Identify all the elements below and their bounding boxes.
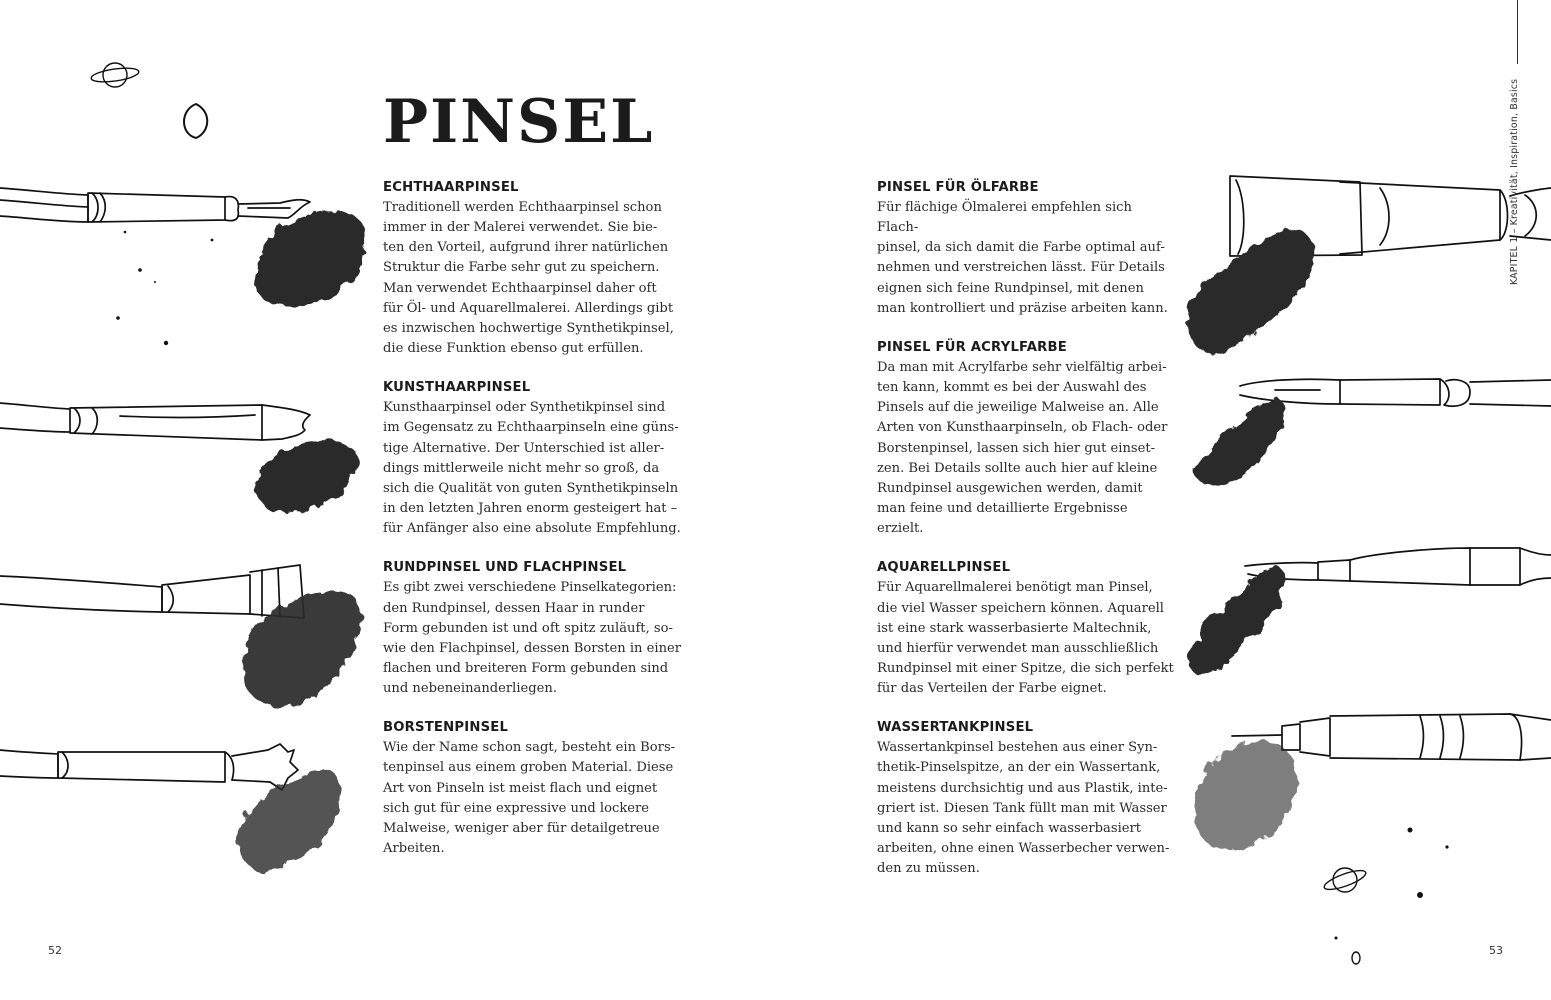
section-pinsel-oelfarbe (877, 178, 1177, 319)
section-body: Da man mit Acrylfarbe sehr vielfältig arbei- ten kann, kommt es bei der Auswahl des Pinsels auf die jeweilige Malweise an. Alle Arten von Kunsthaarpinseln, ob Flach- oder Borstenpinsel, lassen sich hier gut einset- zen. Bei Details sollte auch hier auf kleine Rundpinsel ausgewichen werden, damit man feine und detaillierte Ergebnisse erzielt. (877, 359, 1168, 537)
section-borstenpinsel (383, 718, 683, 859)
paint-stroke-5-icon (1187, 228, 1315, 355)
brush-6-icon (1240, 379, 1551, 406)
section-heading: AQUARELLPINSEL (877, 560, 1011, 576)
section-body: Für Aquarellmalerei benötigt man Pinsel, die viel Wasser speichern können. Aquarell ist eine stark wasserbasierte Maltechnik, und hierfür verwendet man ausschließlich Rundpinsel mit einer Spitze, die sich perfekt für das Verteilen der Farbe eignet. (877, 580, 1174, 697)
section-rundpinsel-flachpinsel (383, 558, 683, 699)
section-body: Für flächige Ölmalerei empfehlen sich Flach- pinsel, da sich damit die Farbe optimal auf- nehmen und verstreichen lässt. Für Details eignen sich feine Rundpinsel, mit denen man kontrolliert und präzise arbeiten kann. (877, 200, 1168, 316)
left-column (383, 178, 683, 878)
section-echthaarpinsel (383, 178, 683, 359)
brush-7-icon (1245, 548, 1551, 585)
section-heading: BORSTENPINSEL (383, 720, 509, 736)
small-ring-doodle-icon (1352, 952, 1360, 964)
brush-1-icon (0, 188, 310, 222)
paint-stroke-6-icon (1192, 400, 1285, 486)
running-head: KAPITEL 1 – Kreativität, Inspiration, Basics (1509, 78, 1520, 285)
section-body: Wie der Name schon sagt, besteht ein Bors- tenpinsel aus einem groben Material. Diese Art von Pinseln ist meist flach und eignet sich gut für eine expressive und lockere Malweise, weniger aber für detailgetreue Arbeiten. (383, 740, 676, 857)
brush-4-icon (0, 744, 298, 790)
section-body: Traditionell werden Echthaarpinsel schon immer in der Malerei verwendet. Sie bie- ten den Vorteil, aufgrund ihrer natürlichen Struktur die Farbe sehr gut zu speichern. Man verwendet Echthaarpinsel daher oft für Öl- und Aquarellmalerei. Allerdings gibt es inzwischen hochwertige Synthetikpinsel, die diese Funktion ebenso gut erfüllen. (383, 200, 674, 357)
section-heading: PINSEL FÜR ÖLFARBE (877, 180, 1039, 195)
section-body: Es gibt zwei verschiedene Pinselkategorien: den Rundpinsel, dessen Haar in runder Form gebunden ist und oft spitz zuläuft, so- wie den Flachpinsel, dessen Borsten in einer flachen und breiteren Form gebunden sind und nebeneinanderliegen. (383, 580, 682, 697)
brush-3-icon (0, 565, 304, 618)
moon-doodle-icon (184, 104, 207, 138)
running-head-rule (1517, 0, 1518, 64)
section-heading: RUNDPINSEL UND FLACHPINSEL (383, 560, 627, 576)
section-pinsel-acrylfarbe (877, 338, 1177, 539)
section-heading: PINSEL FÜR ACRYLFARBE (877, 339, 1067, 355)
section-aquarellpinsel (877, 558, 1177, 699)
section-heading: KUNSTHAARPINSEL (383, 380, 531, 396)
paint-stroke-2-icon (256, 440, 357, 514)
section-kunsthaarpinsel (383, 378, 683, 539)
planet-doodle-icon (90, 63, 139, 87)
brush-2-icon (0, 403, 310, 440)
page-number-left: 52 (48, 944, 62, 957)
section-body: Kunsthaarpinsel oder Synthetikpinsel sind im Gegensatz zu Echthaarpinseln eine güns- tige Alternative. Der Unterschied ist aller- dings mittlerweile nicht mehr so groß, da sich die Qualität von guten Synthetikpinseln in den letzten Jahren enorm gesteigert hat – für Anfänger also eine absolute Empfehlung. (383, 400, 681, 537)
section-body: Wassertankpinsel bestehen aus einer Syn- thetik-Pinselspitze, an der ein Wassertank, meistens durchsichtig und aus Plastik, inte- griert ist. Diesen Tank füllt man mit Wasser und kann so sehr einfach wasserbasiert arbeiten, ohne einen Wasserbecher verwen- den zu müssen. (877, 740, 1170, 877)
right-column (877, 178, 1177, 898)
paint-stroke-8-icon (1194, 740, 1297, 850)
section-heading: ECHTHAARPINSEL (383, 180, 519, 195)
paint-stroke-3-icon (243, 592, 361, 707)
page-title: PINSEL (383, 87, 655, 157)
page-number-right: 53 (1489, 944, 1503, 957)
section-wassertankpinsel (877, 718, 1177, 879)
section-heading: WASSERTANKPINSEL (877, 720, 1034, 736)
paint-stroke-1-icon (254, 212, 365, 307)
planet-doodle-2-icon (1322, 867, 1367, 893)
paint-stroke-4-icon (239, 772, 343, 870)
paint-stroke-7-icon (1189, 566, 1285, 675)
